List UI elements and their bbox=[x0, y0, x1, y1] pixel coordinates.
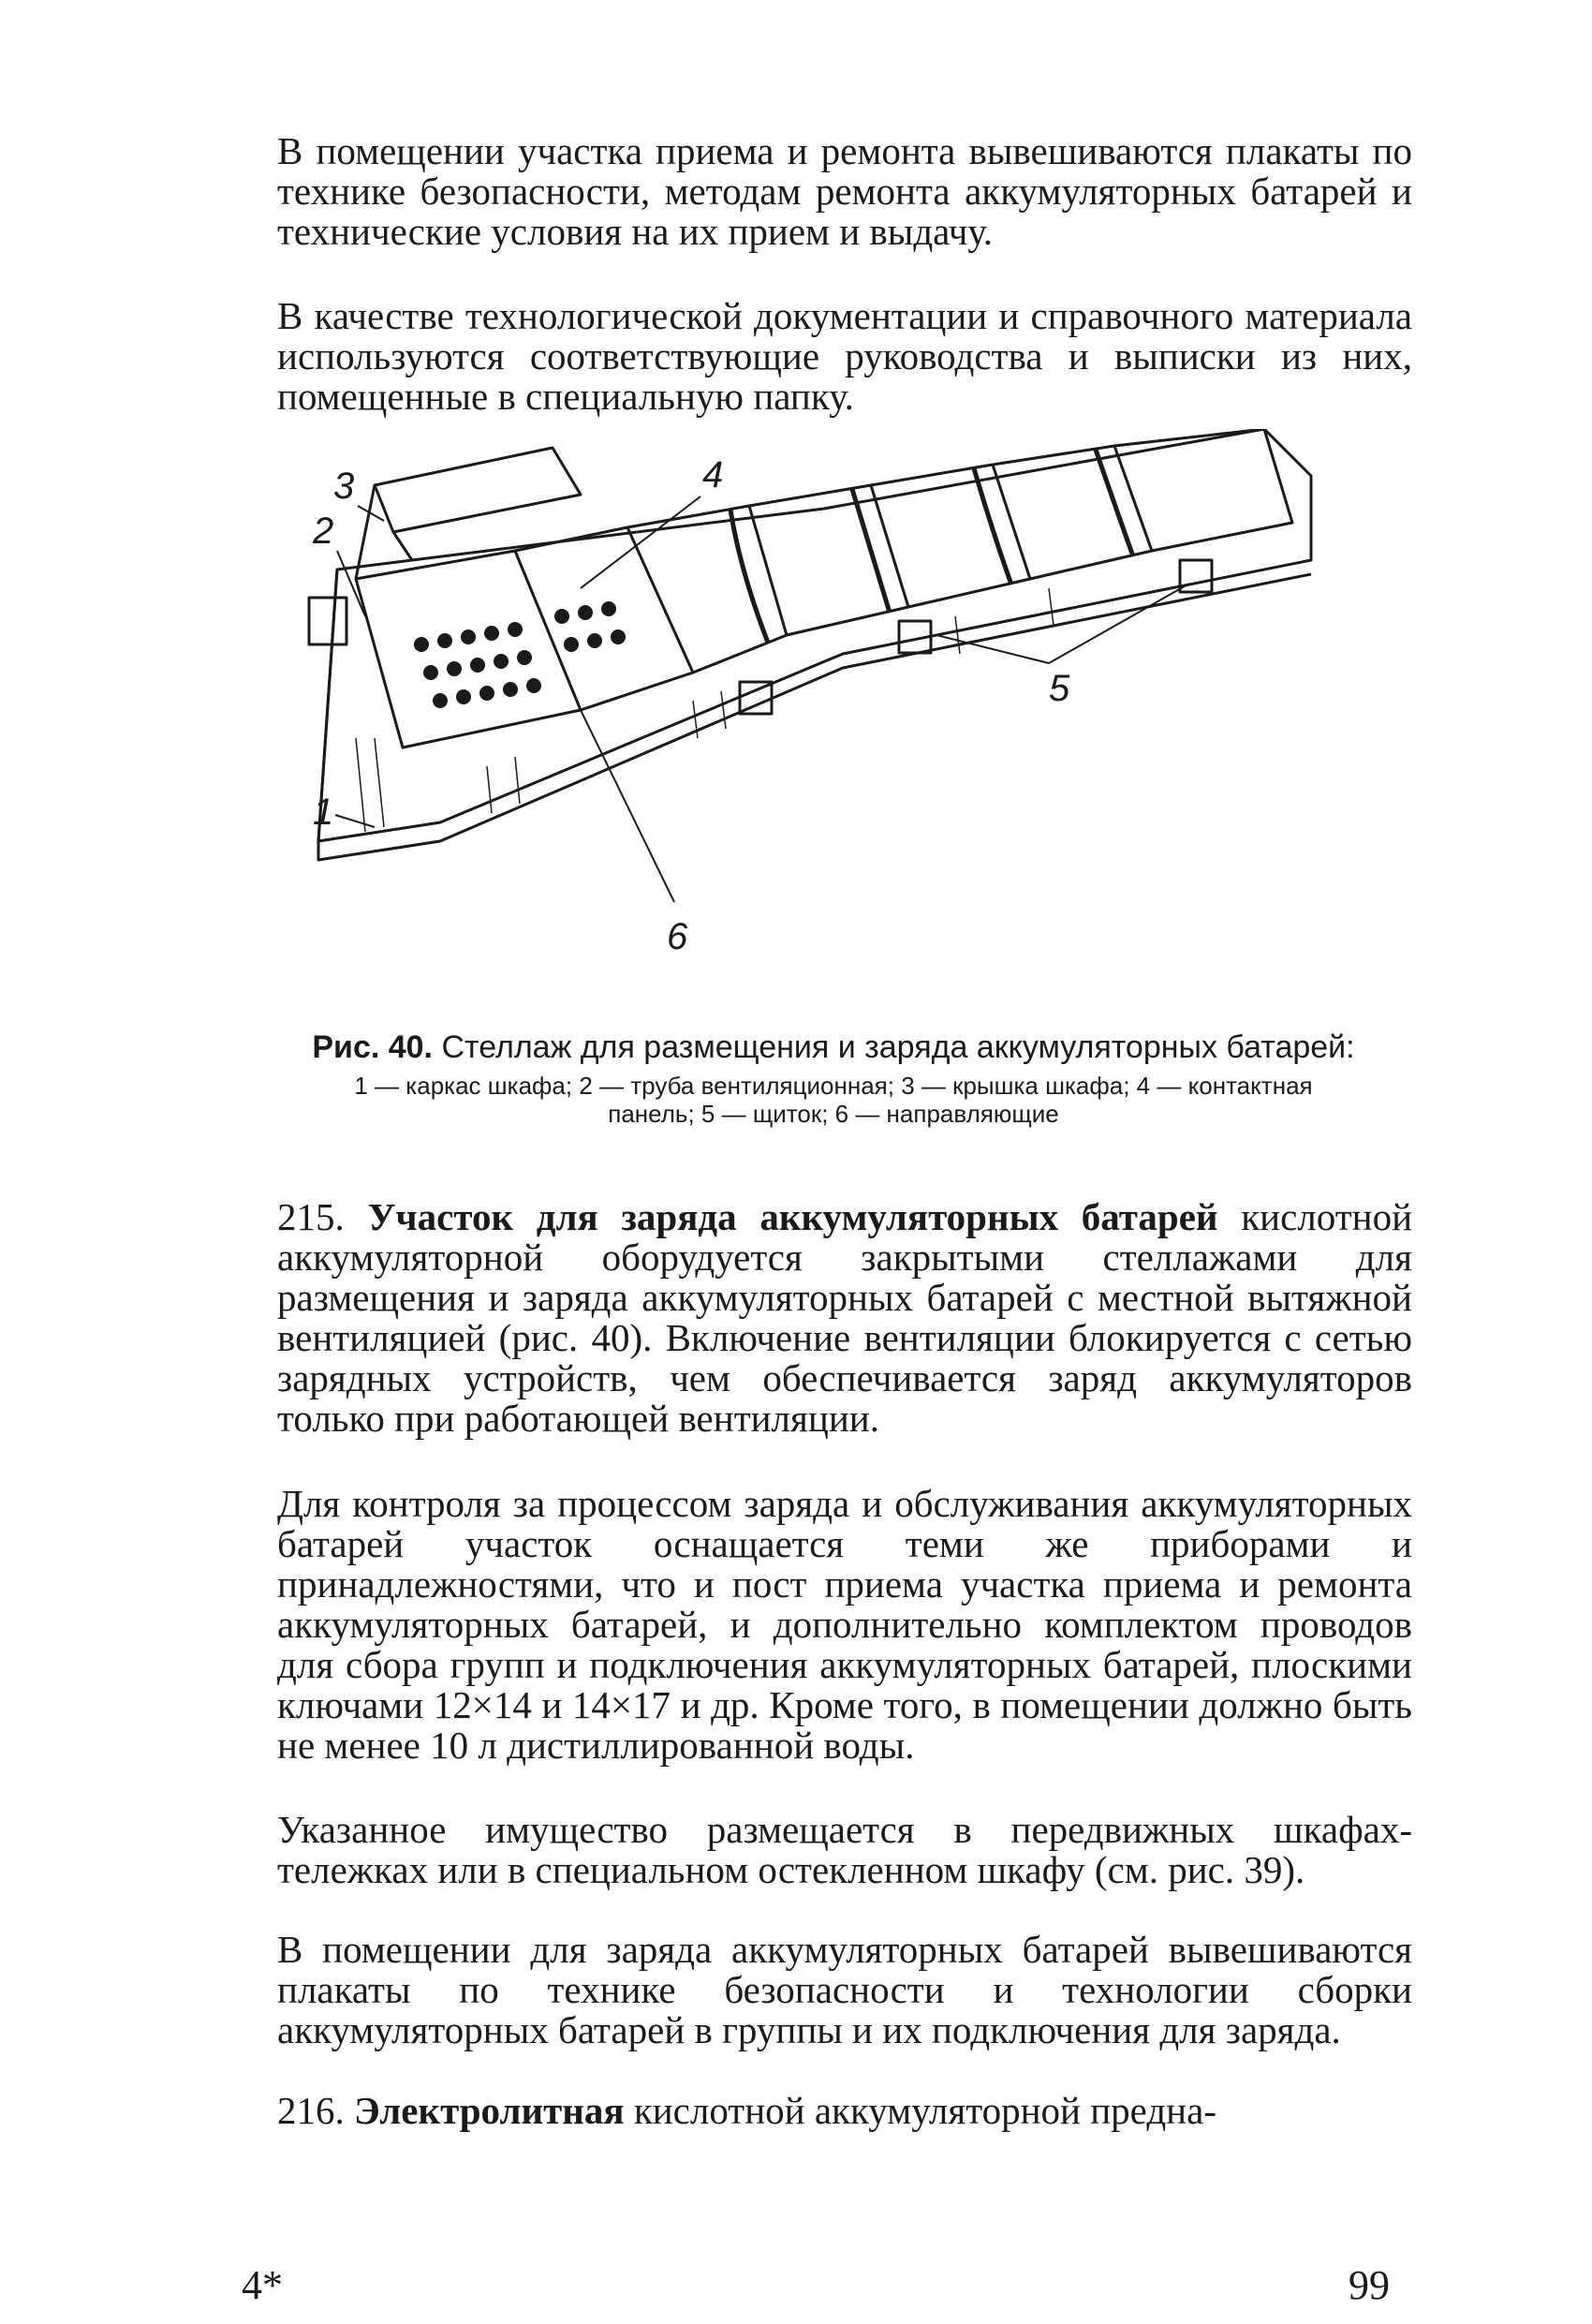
label-4: 4 bbox=[702, 454, 724, 496]
battery-rows bbox=[414, 601, 626, 708]
figure-charging-rack bbox=[300, 429, 1349, 1010]
cabinet-lid bbox=[375, 448, 581, 532]
paragraph-poster-notice bbox=[277, 131, 1412, 252]
figure-caption bbox=[253, 1029, 1414, 1066]
paragraph-text: В качестве технологической документации и справочного материала используются соответствующие руководства и выписки из них, помещенные в специальную папку. bbox=[277, 294, 1412, 418]
figure-title: Стеллаж для размещения и заряда аккумуляторных батарей: bbox=[441, 1029, 1355, 1065]
paragraph-text: В помещении для заряда аккумуляторных батарей вывешиваются плакаты по технике безопасности и технологии сборки аккумуляторных батарей в группы и их подключения для заряда. bbox=[277, 1928, 1412, 2051]
paragraph-documentation bbox=[277, 296, 1412, 417]
paragraph-storage bbox=[277, 1810, 1412, 1890]
legend-line: 1 — каркас шкафа; 2 — труба вентиляционная; 3 — крышка шкафа; 4 — контактная bbox=[354, 1072, 1313, 1100]
paragraph-text: Для контроля за процессом заряда и обслуживания аккумуляторных батарей участок оснащается теми же приборами и принадлежностями, что и пост приема участка приема и ремонта аккумуляторных батарей, и дополнительно комплектом проводов для сбора групп и подключения аккумуляторных батарей, плоскими ключами 12×14 и 14×17 и др. Кроме того, в помещении должно быть не менее 10 л дистиллированной воды. bbox=[277, 1482, 1412, 1767]
paragraph-text: В помещении участка приема и ремонта вывешиваются плакаты по технике безопасности, методам ремонта аккумуляторных батарей и технические условия на их прием и выдачу. bbox=[277, 129, 1412, 253]
ventilation-pipe bbox=[309, 598, 346, 644]
paragraph-text: кислотной аккумуляторной оборудуется закрытыми стеллажами для размещения и заряда аккумуляторных батарей с местной вытяжной вентиляцией (рис. 40). Включение вентиляции блокируется с сетью зарядных устройств, чем обеспечивается заряд аккумуляторов только при работающей вентиляции. bbox=[277, 1195, 1413, 1440]
figure-legend bbox=[253, 1072, 1414, 1128]
paragraph-text: Указанное имущество размещается в передвижных шкафах-тележках или в специальном остекленном шкафу (см. рис. 39). bbox=[277, 1808, 1412, 1891]
label-1: 1 bbox=[313, 792, 334, 833]
section-heading: Электролитная bbox=[354, 2089, 625, 2132]
signature-mark: 4* bbox=[242, 2262, 283, 2308]
label-5: 5 bbox=[1049, 668, 1070, 709]
figure-number: Рис. 40. bbox=[312, 1029, 434, 1065]
section-number: 216. bbox=[277, 2089, 345, 2132]
paragraph-text: кислотной аккумуляторной предна- bbox=[633, 2089, 1216, 2132]
page-number: 99 bbox=[1349, 2262, 1390, 2308]
paragraph-posters bbox=[277, 1930, 1412, 2050]
label-6: 6 bbox=[667, 916, 688, 957]
legend-line: панель; 5 — щиток; 6 — направляющие bbox=[608, 1100, 1059, 1128]
paragraph-215 bbox=[277, 1197, 1412, 1439]
label-2: 2 bbox=[313, 511, 334, 552]
rack-illustration bbox=[300, 429, 1349, 1010]
label-3: 3 bbox=[333, 466, 355, 507]
section-heading: Участок для заряда аккумуляторных батарей bbox=[367, 1195, 1218, 1238]
paragraph-equipment bbox=[277, 1484, 1412, 1766]
paragraph-216 bbox=[277, 2091, 1412, 2131]
section-number: 215. bbox=[277, 1195, 345, 1238]
